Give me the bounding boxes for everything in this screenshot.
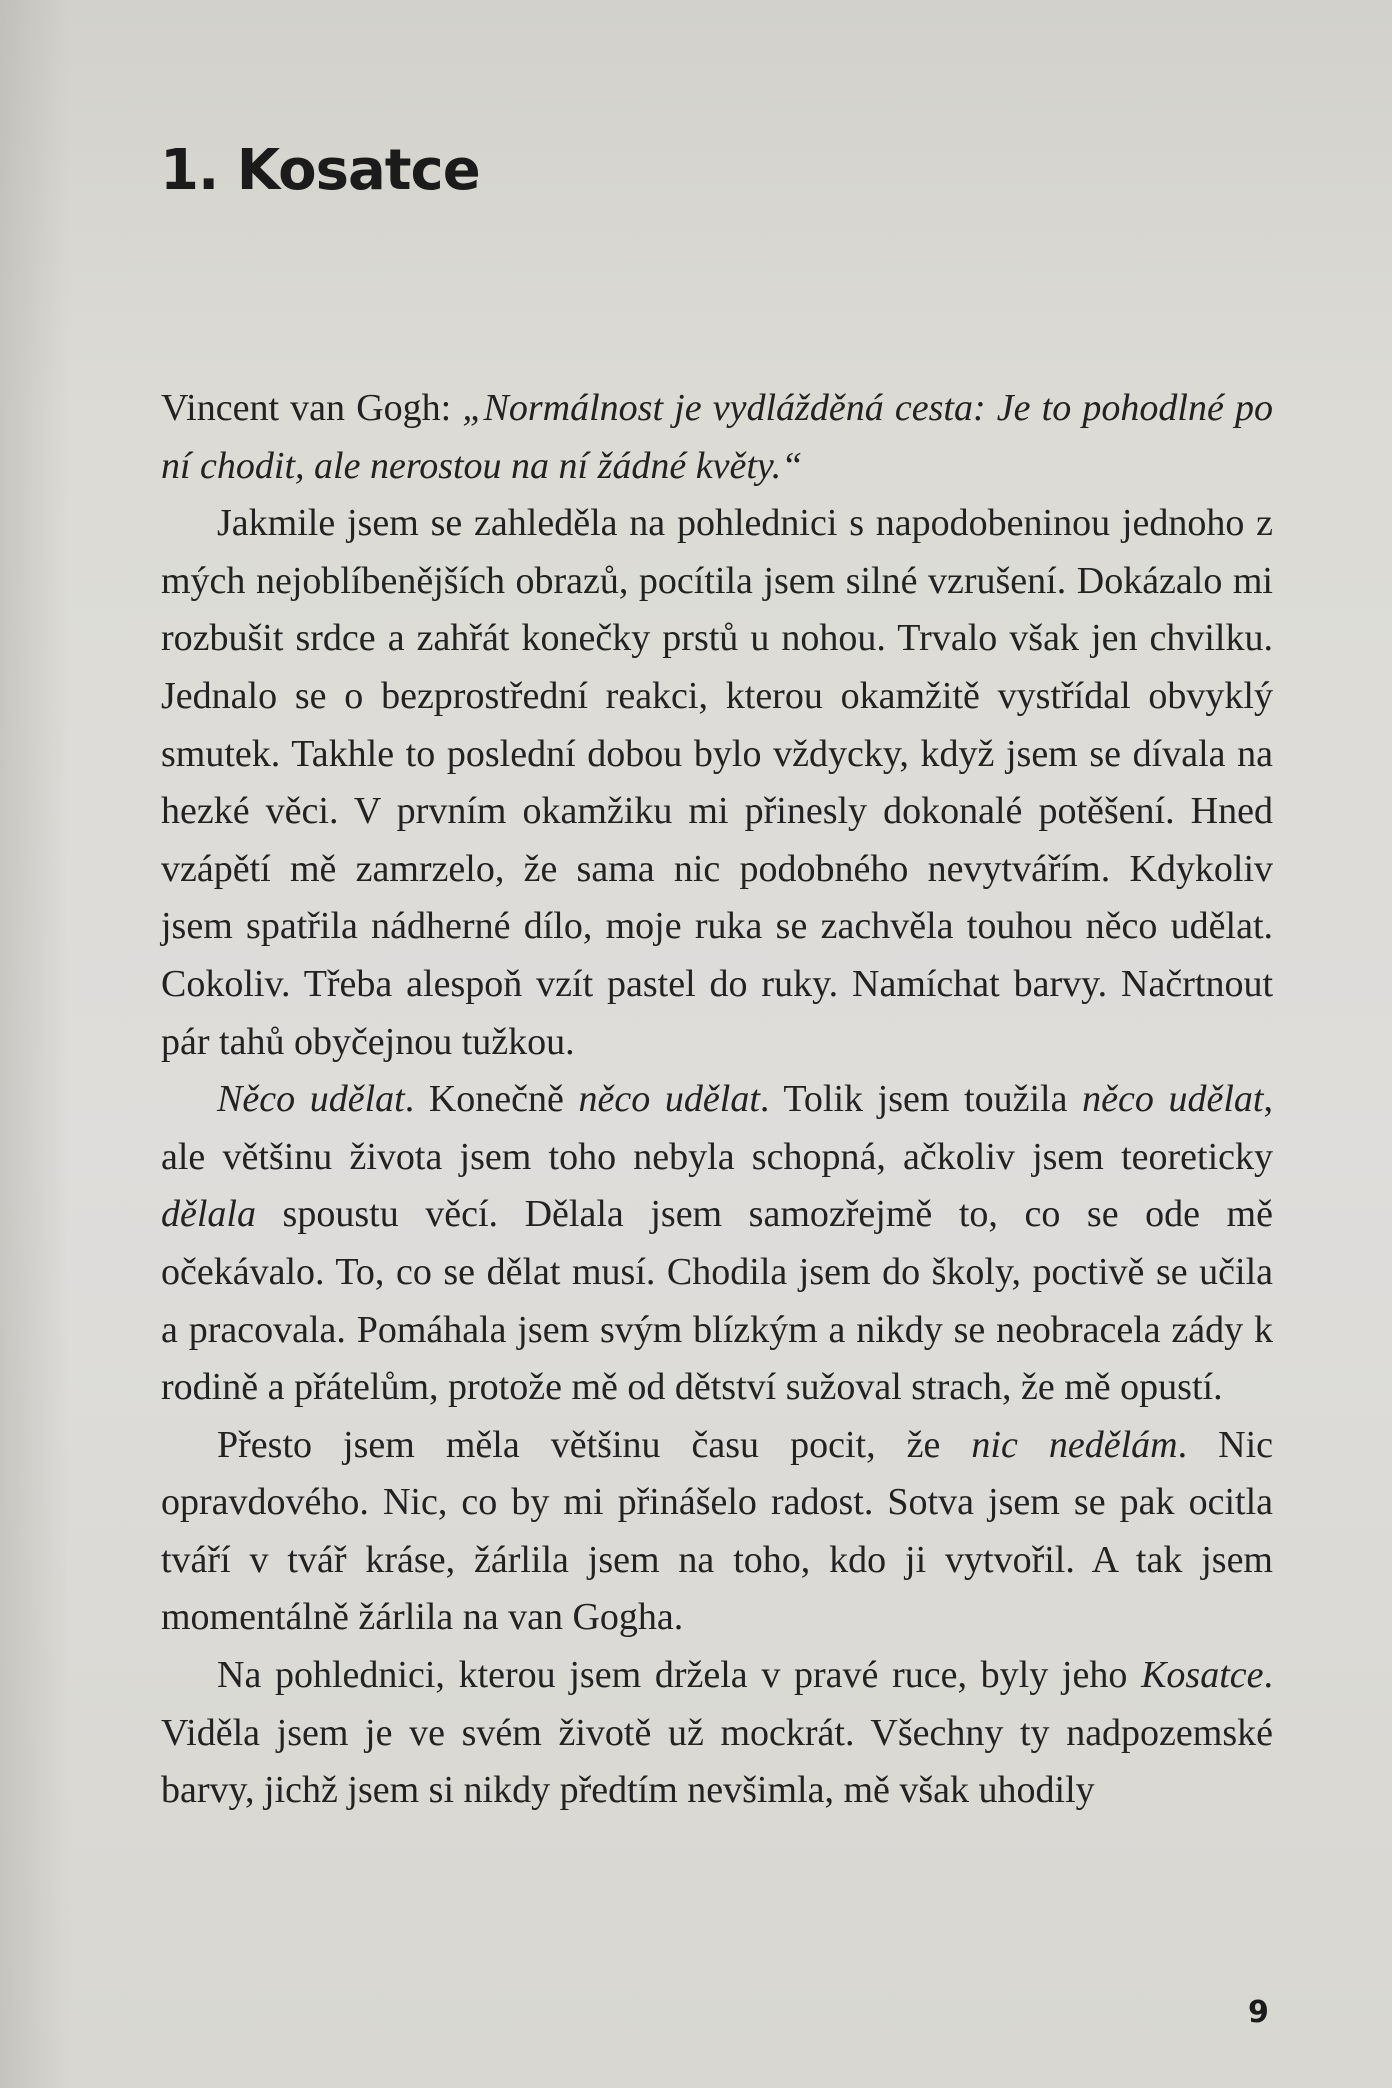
text-run: Přesto jsem měla většinu času pocit, že <box>217 1423 972 1466</box>
text-run: . Nic opravdového. Nic, co by mi přinášelo radost. Sotva jsem se pak ocitla tváří v tvář kráse, žárlila jsem na toho, kdo ji vytvořil. A tak jsem momentálně žárlila na van Gogha. <box>161 1423 1273 1639</box>
text-run: . Viděla jsem je ve svém životě už mockrát. Všechny ty nadpozemské barvy, jichž jsem si nikdy předtím nevšimla, mě však uhodily <box>161 1654 1273 1812</box>
text-run: . Tolik jsem toužila <box>759 1078 1083 1121</box>
epigraph-author: Vincent van Gogh: <box>161 387 463 429</box>
italic-phrase: Něco udělat <box>217 1078 405 1121</box>
body-text <box>161 380 1273 1820</box>
text-run: . Konečně <box>404 1078 579 1121</box>
italic-phrase: dělala <box>161 1193 256 1236</box>
italic-phrase: něco udělat <box>1082 1078 1264 1121</box>
paragraph-4 <box>161 1647 1273 1820</box>
epigraph-quote: „Normálnost je vydlážděná cesta: Je to pohodlné po ní chodit, ale nerostou na ní žádné květy.“ <box>161 387 1273 487</box>
text-run: spoustu věcí. Dělala jsem samozřejmě to, co se ode mě očekávalo. To, co se dělat musí. Chodila jsem do školy, poctivě se učila a pracovala. Pomáhala jsem svým blízkým a nikdy se neobracela zády k rodině a přátelům, protože mě od dětství sužoval strach, že mě opustí. <box>161 1193 1273 1409</box>
text-run: , ale většinu života jsem toho nebyla schopná, ačkoliv jsem teoreticky <box>161 1078 1273 1178</box>
epigraph <box>161 380 1273 495</box>
text-run: Na pohlednici, kterou jsem držela v pravé ruce, byly jeho <box>217 1654 1142 1697</box>
paragraph-3 <box>161 1417 1273 1647</box>
italic-phrase: něco udělat <box>578 1078 760 1121</box>
italic-phrase: Kosatce <box>1141 1654 1264 1697</box>
paragraph-2 <box>161 1071 1273 1417</box>
italic-phrase: nic nedělám <box>971 1423 1178 1466</box>
page-number: 9 <box>1248 1995 1269 2030</box>
paragraph-1: Jakmile jsem se zahleděla na pohlednici s napodobeninou jednoho z mých nejoblíbenějších obrazů, pocítila jsem silné vzrušení. Dokázalo mi rozbušit srdce a zahřát konečky prstů u nohou. Trvalo však jen chvilku. Jednalo se o bezprostřední reakci, kterou okamžitě vystřídal obvyklý smutek. Takhle to poslední dobou bylo vždycky, když jsem se dívala na hezké věci. V prvním okamžiku mi přinesly dokonalé potěšení. Hned vzápětí mě zamrzelo, že sama nic podobného nevytvářím. Kdykoliv jsem spatřila nádherné dílo, moje ruka se zachvěla touhou něco udělat. Cokoliv. Třeba alespoň vzít pastel do ruky. Namíchat barvy. Načrtnout pár tahů obyčejnou tužkou. <box>161 502 1273 1063</box>
chapter-title: 1. Kosatce <box>160 138 480 203</box>
